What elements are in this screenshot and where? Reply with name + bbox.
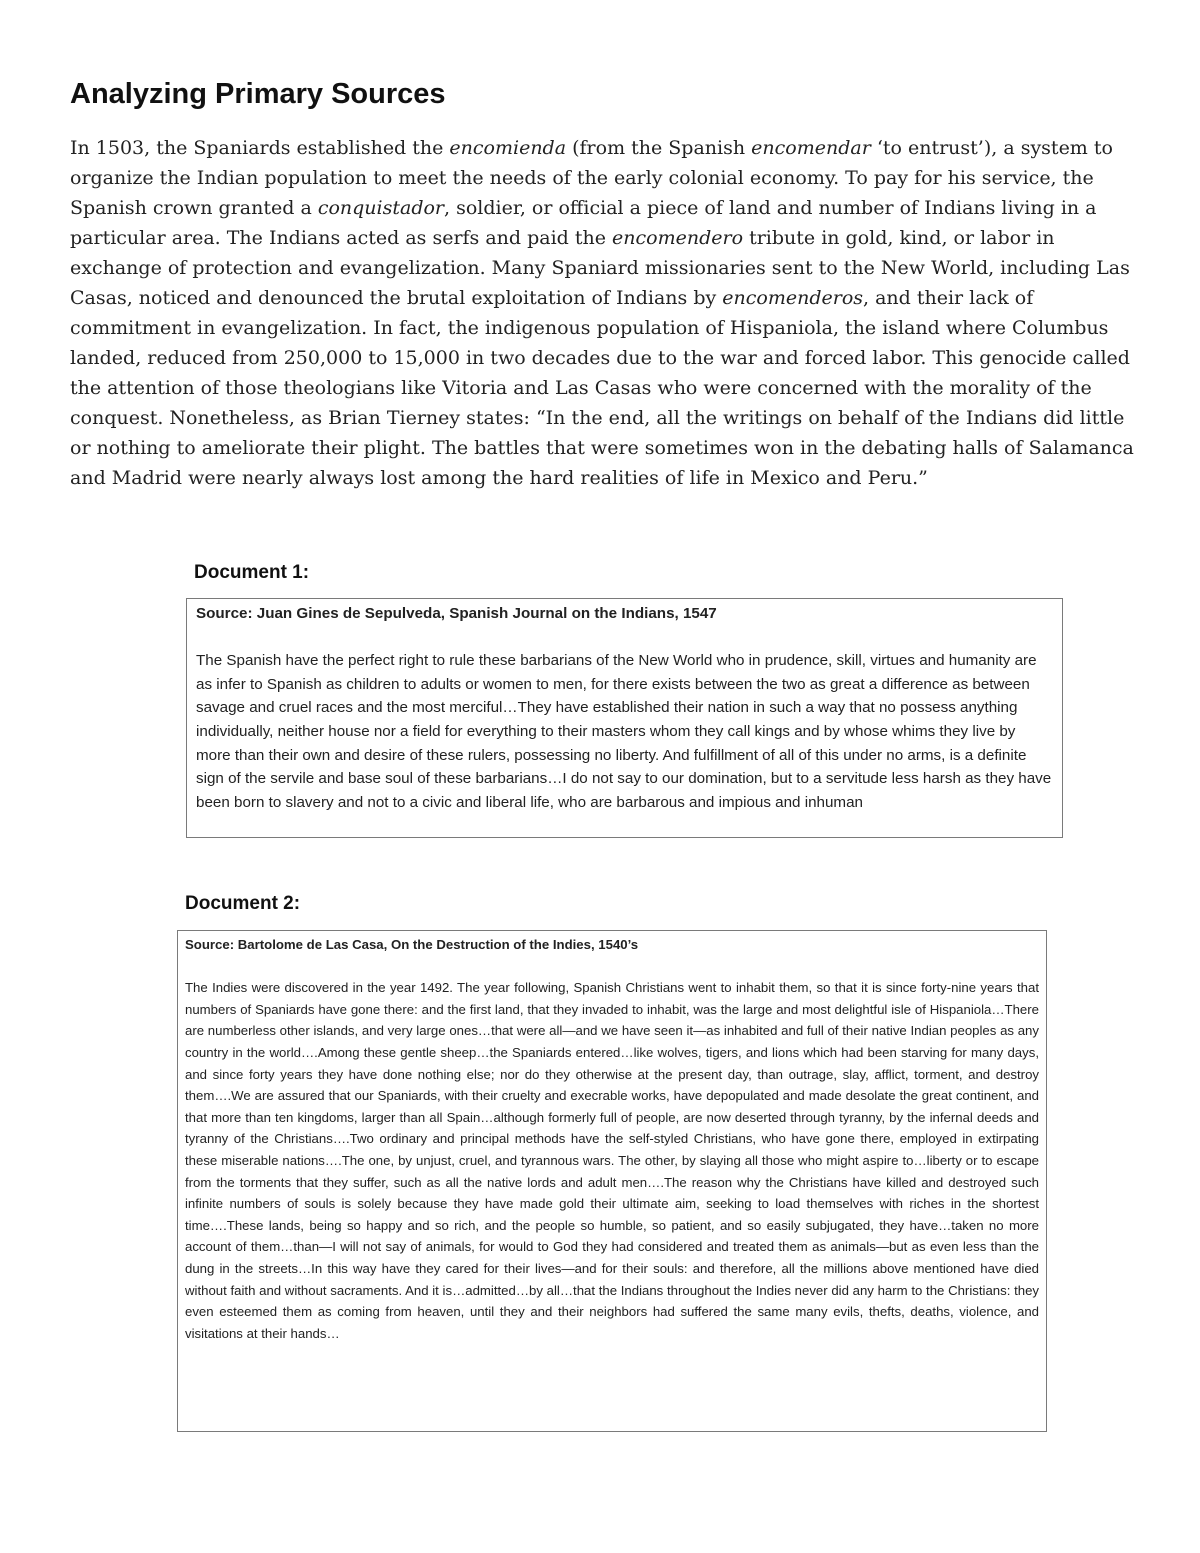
intro-text-run: , soldier, or official a piece of land and number of Indians living in a particular area. The Indians acted as serfs and paid the [70,197,1097,249]
document-1-box [186,598,1063,838]
document-1-text: The Spanish have the perfect right to rule these barbarians of the New World who in prudence, skill, virtues and humanity are as infer to Spanish as children to adults or women to men, for there exists between the two as great a difference as between savage and cruel races and the most merciful…They have established their nation in such a way that no possess anything individually, neither house nor a field for everything to their masters whom they call kings and by whose whims they live by more than their own and desire of these rulers, possessing no liberty. And fulfillment of all of this under no arms, is a definite sign of the servile and base soul of these barbarians…I do not say to our domination, but to a servitude less harsh as they have been born to slavery and not to a civic and liberal life, who are barbarous and impious and inhuman [196,652,1052,811]
intro-italic-term: encomendar [751,137,871,159]
intro-italic-term: encomenderos [722,287,864,309]
intro-text-run: (from the Spanish [566,137,752,159]
document-2-box [177,930,1047,1432]
intro-text-run: ‘to entrust’), a system to organize the Indian population to meet the needs of the early colonial economy. To pay for his service, the Spanish crown granted a [70,137,1113,219]
document-1-source: Source: Juan Gines de Sepulveda, Spanish Journal on the Indians, 1547 [196,605,717,622]
page-title: Analyzing Primary Sources [70,78,446,110]
intro-italic-term: encomendero [612,227,744,249]
intro-italic-term: conquistador [317,197,445,219]
intro-italic-term: encomienda [449,137,567,159]
intro-text-run: In 1503, the Spaniards established the [70,137,450,159]
document-2-heading: Document 2: [185,893,301,914]
intro-text-run: , and their lack of commitment in evangelization. In fact, the indigenous population of Hispaniola, the island where Columbus landed, reduced from 250,000 to 15,000 in two decades due to the war and forced labor. This genocide called the attention of those theologians like Vitoria and Las Casas who were concerned with the morality of the conquest. Nonetheless, as Brian Tierney states: “In the end, all the writings on behalf of the Indians did little or nothing to ameliorate their plight. The battles that were sometimes won in the debating halls of Salamanca and Madrid were nearly always lost among the hard realities of life in Mexico and Peru.” [70,287,1134,489]
document-2-source: Source: Bartolome de Las Casa, On the Destruction of the Indies, 1540’s [185,937,639,952]
document-1-heading: Document 1: [194,562,310,583]
intro-paragraph [70,133,1135,493]
intro-text-run: tribute in gold, kind, or labor in exchange of protection and evangelization. Many Spaniard missionaries sent to the New World, including Las Casas, noticed and denounced the brutal exploitation of Indians by [70,227,1130,309]
document-2-text: The Indies were discovered in the year 1492. The year following, Spanish Christians went to inhabit them, so that it is since forty-nine years that numbers of Spaniards have gone there: and the first land, that they invaded to inhabit, was the large and most delightful isle of Hispaniola…There are numberless other islands, and very large ones…that were all—and we have seen it—as inhabited and full of their native Indian peoples as any country in the world….Among these gentle sheep…the Spaniards entered…like wolves, tigers, and lions which had been starving for many days, and since forty years they have done nothing else; nor do they otherwise at the present day, than outrage, slay, afflict, torment, and destroy them….We are assured that our Spaniards, with their cruelty and execrable works, have depopulated and made desolate the great continent, and that more than ten kingdoms, larger than all Spain…although formerly full of people, are now deserted through tyranny, by the infernal deeds and tyranny of the Christians….Two ordinary and principal methods have the self-styled Christians, who have gone there, employed in extirpating these miserable nations….The one, by unjust, cruel, and tyrannous wars. The other, by slaying all those who might aspire to…liberty or to escape from the torments that they suffer, such as all the native lords and adult men….The reason why the Christians have killed and destroyed such infinite numbers of souls is solely because they have made gold their ultimate aim, seeking to load themselves with riches in the shortest time….These lands, being so happy and so rich, and the people so humble, so patient, and so easily subjugated, they have…taken no more account of them…than—I will not say of animals, for would to God they had considered and treated them as animals—but as even less than the dung in the streets…In this way have they cared for their lives—and for their souls: and therefore, all the millions above mentioned have died without faith and without sacraments. And it is…admitted…by all…that the Indians throughout the Indies never did any harm to the Christians: they even esteemed them as coming from heaven, until they and their neighbors had suffered the same many evils, thefts, deaths, violence, and visitations at their hands… [185,980,1039,1341]
